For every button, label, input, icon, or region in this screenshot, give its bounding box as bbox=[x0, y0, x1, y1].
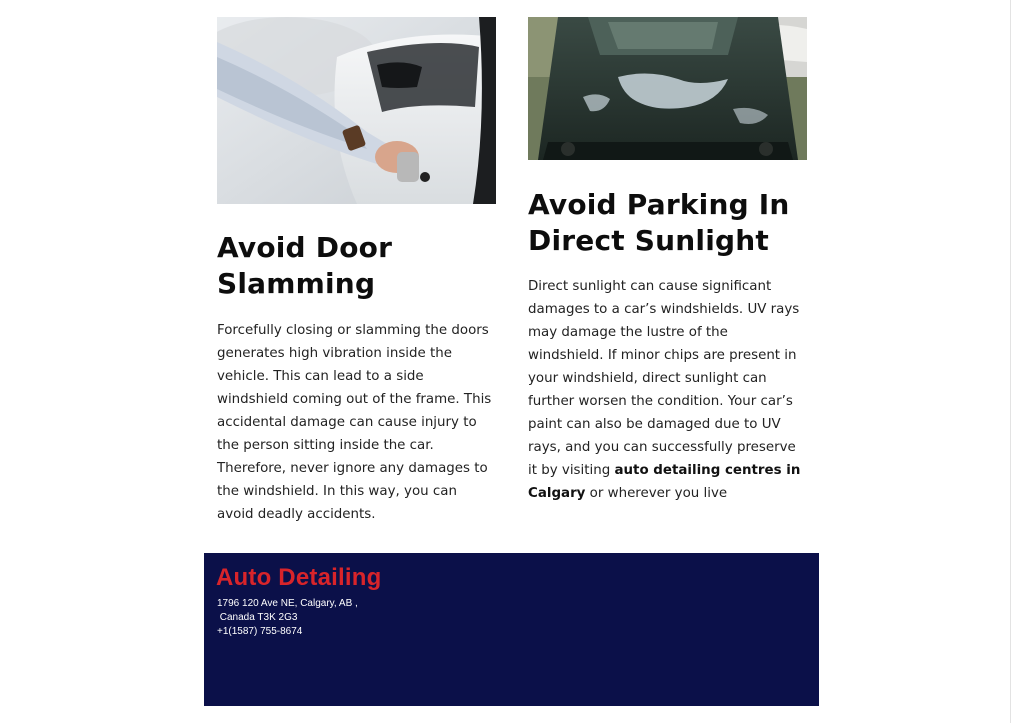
phone-number[interactable]: +1(1587) 755-8674 bbox=[217, 626, 303, 637]
article-title: Avoid Parking In Direct Sunlight bbox=[528, 188, 790, 257]
article-card-direct-sunlight bbox=[528, 17, 807, 505]
article-image-car-hood bbox=[528, 17, 807, 160]
article-body-text-end: or wherever you live bbox=[585, 486, 728, 501]
address-line-1: 1796 120 Ave NE, Calgary, AB , bbox=[217, 598, 358, 609]
article-body: Forcefully closing or slamming the doors generates high vibration inside the vehicle. This can lead to a side windshield coming out of the frame. This accidental damage can cause injury to the person sitting inside the car. Therefore, never ignore any damages to the windshield. In this way, you can avoid deadly accidents. bbox=[217, 323, 492, 522]
brand-logo-text[interactable]: Auto Detailing bbox=[216, 564, 382, 591]
article-title: Avoid Door Slamming bbox=[217, 231, 393, 300]
address-line-2: Canada T3K 2G3 bbox=[217, 612, 298, 623]
footer-contact-banner bbox=[204, 553, 819, 706]
article-body bbox=[528, 275, 807, 505]
article-image-car-door bbox=[217, 17, 496, 204]
page-edge-divider bbox=[1010, 0, 1011, 723]
article-card-door-slamming bbox=[217, 17, 496, 526]
article-body-text: Direct sunlight can cause significant damages to a car’s windshields. UV rays may damage the lustre of the windshield. If minor chips are present in your windshield, direct sunlight can further worsen the condition. Your car’s paint can also be damaged due to UV rays, and you can successfully preserve it by visiting bbox=[528, 279, 800, 478]
auto-detailing-link[interactable]: auto detailing centres in Calgary bbox=[528, 463, 801, 501]
